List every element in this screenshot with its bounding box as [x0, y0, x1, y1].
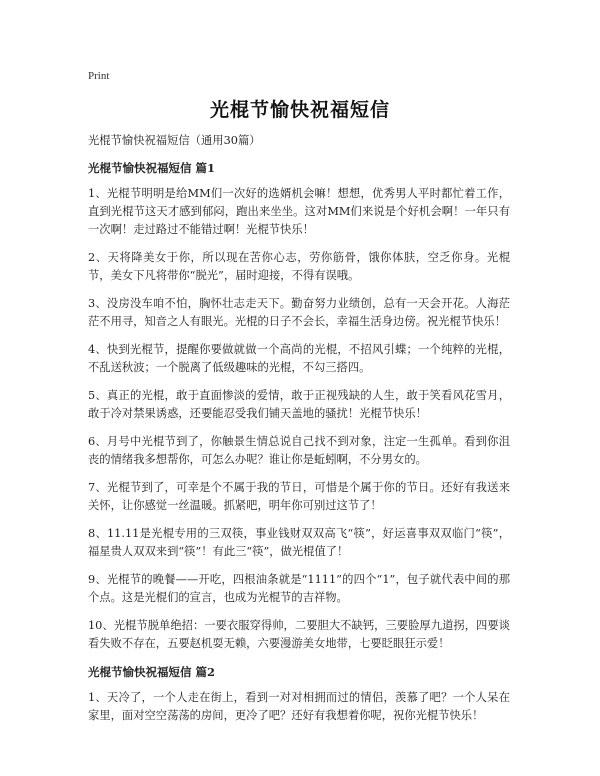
paragraph: 2、天将降美女于你，所以现在苦你心志，劳你筋骨，饿你体肤，空乏你身。光棍节，美女下凡将带你“脱光”，届时迎接，不得有误哦。 — [88, 251, 510, 282]
page-title: 光棍节愉快祝福短信 — [209, 99, 390, 121]
print-link[interactable]: Print — [88, 70, 110, 82]
paragraph: 8、11.11是光棍专用的三双筷，事业钱财双双高飞“筷”，好运喜事双双临门“筷”，福星贵人双双来到“筷”！有此三“筷”，做光棍值了！ — [88, 527, 510, 558]
document-subtitle: 光棍节愉快祝福短信（通用30篇） — [88, 134, 261, 147]
paragraph: 1、天冷了，一个人走在街上，看到一对对相拥而过的情侣，羡慕了吧？一个人呆在家里，面对空空荡荡的房间，更冷了吧？还好有我想着你呢，祝你光棍节快乐！ — [88, 691, 510, 722]
section-heading: 光棍节愉快祝福短信 篇1 — [88, 161, 216, 175]
document-body — [88, 132, 510, 735]
paragraph: 6、月号中光棍节到了，你触景生情总说自己找不到对象，注定一生孤单。看到你沮丧的情绪我多想帮你，可怎么办呢？谁让你是蚯蚓啊，不分男女的。 — [88, 435, 510, 466]
paragraph: 1、光棍节明明是给MM们一次好的选婿机会嘛！想想，优秀男人平时都忙着工作，直到光棍节这天才感到郁闷，跑出来坐坐。这对MM们来说是个好机会啊！一年只有一次啊！走过路过不能错过啊！光棍节快乐！ — [88, 187, 510, 236]
paragraph: 5、真正的光棍，敢于直面惨淡的爱情，敢于正视残缺的人生，敢于笑看风花雪月，敢于冷对禁果诱惑，还要能忍受我们铺天盖地的骚扰！光棍节快乐！ — [88, 389, 510, 420]
paragraph: 9、光棍节的晚餐——开吃，四根油条就是“1111”的四个“1”，包子就代表中间的那个点。这是光棍们的宣言，也成为光棍节的吉祥物。 — [88, 573, 510, 604]
paragraph: 3、没房没车咱不怕，胸怀壮志走天下。勤奋努力业绩创，总有一天会开花。人海茫茫不用寻，知音之人有眼光。光棍的日子不会长，幸福生活身边傍。祝光棍节快乐！ — [88, 297, 510, 328]
section-heading: 光棍节愉快祝福短信 篇2 — [88, 665, 216, 679]
paragraph: 4、快到光棍节，提醒你要做就做一个高尚的光棍，不招风引蝶；一个纯粹的光棍，不乱送秋波；一个脱离了低级趣味的光棍，不勾三搭四。 — [88, 343, 510, 374]
paragraph: 10、光棍节脱单绝招：一要衣服穿得帅，二要胆大不缺钙，三要脸厚九道拐，四要谈看失败不存在，五要赵机耍无赖，六要漫游美女地带，七要眨眼狂示爱！ — [88, 619, 510, 650]
paragraph: 7、光棍节到了，可幸是个不属于我的节日，可惜是个属于你的节日。还好有我送来关怀，让你感觉一丝温暖。抓紧吧，明年你可别过这节了！ — [88, 481, 510, 512]
